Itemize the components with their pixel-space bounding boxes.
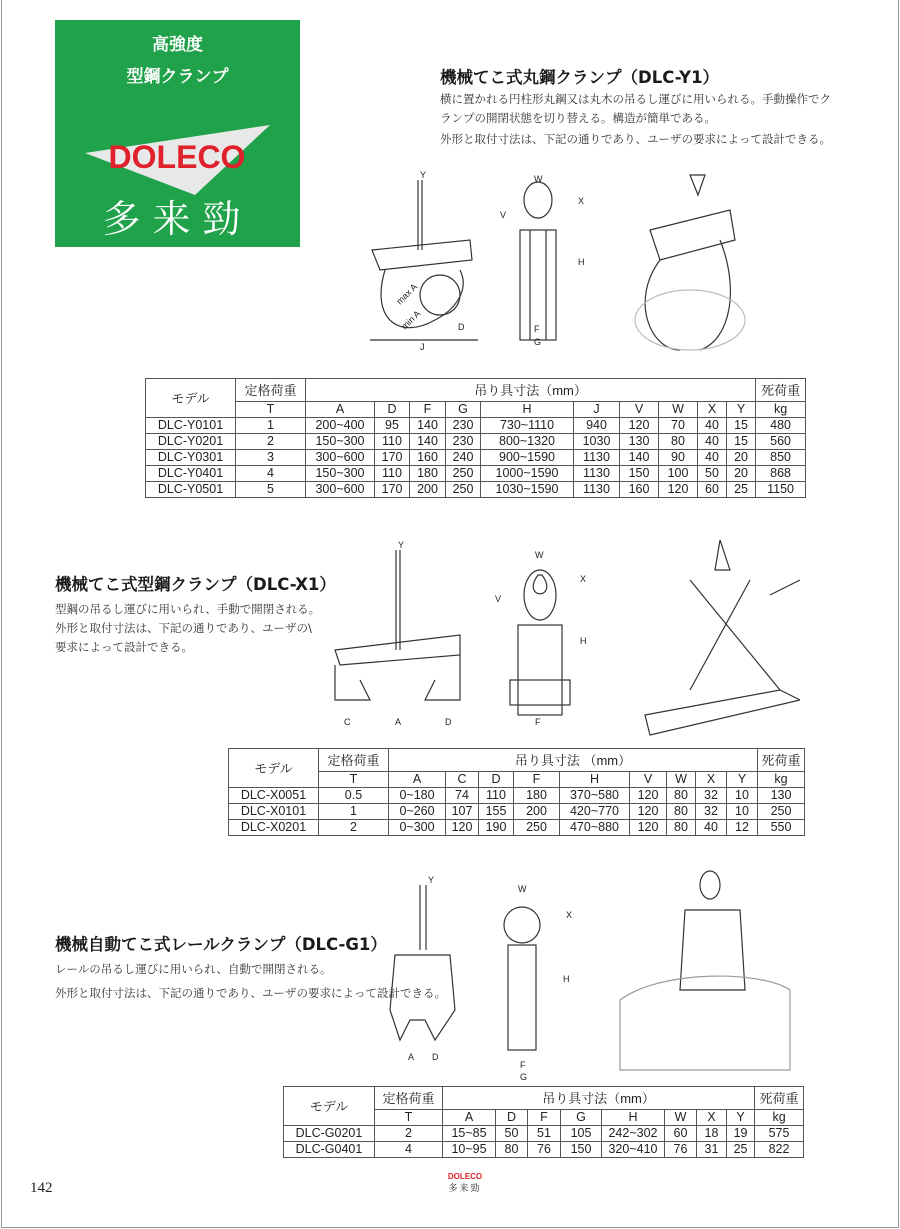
value-cell: 51 bbox=[528, 1126, 561, 1142]
value-cell: 3 bbox=[236, 450, 306, 466]
value-cell: 95 bbox=[375, 418, 410, 434]
value-cell: 320~410 bbox=[602, 1142, 665, 1158]
value-cell: 1130 bbox=[574, 482, 620, 498]
model-cell: DLC-G0401 bbox=[284, 1142, 375, 1158]
value-cell: 90 bbox=[659, 450, 698, 466]
value-cell: 160 bbox=[410, 450, 446, 466]
value-cell: 420~770 bbox=[560, 804, 630, 820]
value-cell: 868 bbox=[756, 466, 806, 482]
model-cell: DLC-G0201 bbox=[284, 1126, 375, 1142]
value-cell: 4 bbox=[236, 466, 306, 482]
header-row bbox=[229, 749, 805, 772]
value-cell: 40 bbox=[698, 418, 727, 434]
svg-text:W: W bbox=[534, 174, 543, 184]
value-cell: 140 bbox=[410, 418, 446, 434]
header-model: モデル bbox=[229, 749, 319, 788]
svg-text:D: D bbox=[432, 1052, 439, 1062]
table-row bbox=[229, 804, 805, 820]
value-cell: 20 bbox=[727, 466, 756, 482]
header-cell: W bbox=[659, 402, 698, 418]
value-cell: 18 bbox=[697, 1126, 727, 1142]
model-cell: DLC-X0201 bbox=[229, 820, 319, 836]
value-cell: 120 bbox=[630, 804, 667, 820]
header-dimensions: 吊り具寸法（mm） bbox=[443, 1087, 755, 1110]
value-cell: 130 bbox=[620, 434, 659, 450]
value-cell: 2 bbox=[375, 1126, 443, 1142]
value-cell: 76 bbox=[528, 1142, 561, 1158]
header-cell: H bbox=[481, 402, 574, 418]
desc-line: 外形と取付寸法は、下記の通りであり、ユーザの要求によって設計できる。 bbox=[440, 132, 831, 146]
value-cell: 74 bbox=[446, 788, 479, 804]
model-cell: DLC-Y0201 bbox=[146, 434, 236, 450]
value-cell: 150 bbox=[620, 466, 659, 482]
header-cell: G bbox=[561, 1110, 602, 1126]
value-cell: 550 bbox=[758, 820, 805, 836]
header-weight: 死荷重 bbox=[758, 749, 805, 772]
header-weight: 死荷重 bbox=[755, 1087, 804, 1110]
svg-text:Y: Y bbox=[428, 875, 435, 885]
value-cell: 40 bbox=[698, 450, 727, 466]
value-cell: 155 bbox=[479, 804, 514, 820]
value-cell: 470~880 bbox=[560, 820, 630, 836]
svg-text:X: X bbox=[580, 574, 587, 584]
value-cell: 15 bbox=[727, 434, 756, 450]
header-model: モデル bbox=[284, 1087, 375, 1126]
header-cell: kg bbox=[758, 772, 805, 788]
value-cell: 250 bbox=[446, 466, 481, 482]
value-cell: 1030~1590 bbox=[481, 482, 574, 498]
value-cell: 60 bbox=[698, 482, 727, 498]
header-cell: D bbox=[479, 772, 514, 788]
value-cell: 4 bbox=[375, 1142, 443, 1158]
svg-text:W: W bbox=[535, 550, 544, 560]
value-cell: 15~85 bbox=[443, 1126, 496, 1142]
svg-text:D: D bbox=[458, 322, 465, 332]
table-row bbox=[229, 820, 805, 836]
table-row bbox=[146, 418, 806, 434]
header-cell: D bbox=[496, 1110, 528, 1126]
section-title-dlc-y1: 機械てこ式丸鋼クランプ（DLC-Y1） bbox=[440, 68, 720, 87]
value-cell: 120 bbox=[630, 820, 667, 836]
desc-line: ランプの開閉状態を切り替える。構造が簡単である。 bbox=[440, 111, 716, 125]
value-cell: 250 bbox=[758, 804, 805, 820]
value-cell: 80 bbox=[659, 434, 698, 450]
svg-text:W: W bbox=[518, 884, 527, 894]
table-row bbox=[146, 482, 806, 498]
value-cell: 1 bbox=[236, 418, 306, 434]
value-cell: 230 bbox=[446, 418, 481, 434]
svg-text:Y: Y bbox=[420, 170, 427, 180]
value-cell: 100 bbox=[659, 466, 698, 482]
value-cell: 120 bbox=[446, 820, 479, 836]
value-cell: 80 bbox=[667, 820, 696, 836]
value-cell: 0~260 bbox=[389, 804, 446, 820]
header-cell: W bbox=[665, 1110, 697, 1126]
value-cell: 25 bbox=[727, 1142, 755, 1158]
value-cell: 2 bbox=[319, 820, 389, 836]
value-cell: 60 bbox=[665, 1126, 697, 1142]
value-cell: 50 bbox=[698, 466, 727, 482]
header-cell: H bbox=[560, 772, 630, 788]
category-subheading: 型鋼クランプ bbox=[126, 67, 229, 87]
value-cell: 2 bbox=[236, 434, 306, 450]
dlc-x1-drawings bbox=[330, 540, 800, 745]
value-cell: 240 bbox=[446, 450, 481, 466]
section-title-dlc-g1: 機械自動てこ式レールクランプ（DLC-G1） bbox=[55, 935, 387, 954]
header-row bbox=[146, 379, 806, 402]
section-desc-dlc-y1 bbox=[440, 90, 831, 149]
value-cell: 130 bbox=[758, 788, 805, 804]
doleco-logo bbox=[85, 125, 275, 195]
value-cell: 76 bbox=[665, 1142, 697, 1158]
value-cell: 230 bbox=[446, 434, 481, 450]
table-row bbox=[229, 788, 805, 804]
header-rated-load: 定格荷重 bbox=[319, 749, 389, 772]
value-cell: 200~400 bbox=[306, 418, 375, 434]
value-cell: 250 bbox=[514, 820, 560, 836]
svg-text:DOLECO: DOLECO bbox=[108, 139, 246, 175]
value-cell: 200 bbox=[410, 482, 446, 498]
page-number: 142 bbox=[30, 1180, 53, 1196]
header-dimensions: 吊り具寸法（mm） bbox=[306, 379, 756, 402]
header-cell: A bbox=[389, 772, 446, 788]
header-cell: X bbox=[696, 772, 727, 788]
desc-line: 型鋼の吊るし運びに用いられ、手動で開閉される。 bbox=[55, 602, 321, 616]
svg-text:G: G bbox=[534, 337, 542, 347]
value-cell: 12 bbox=[727, 820, 758, 836]
desc-line: レールの吊るし運びに用いられ、自動で開閉される。 bbox=[55, 962, 332, 976]
header-cell: C bbox=[446, 772, 479, 788]
value-cell: 40 bbox=[698, 434, 727, 450]
desc-line: 要求によって設計できる。 bbox=[55, 640, 193, 654]
value-cell: 170 bbox=[375, 450, 410, 466]
value-cell: 190 bbox=[479, 820, 514, 836]
value-cell: 105 bbox=[561, 1126, 602, 1142]
value-cell: 170 bbox=[375, 482, 410, 498]
value-cell: 10 bbox=[727, 788, 758, 804]
value-cell: 1130 bbox=[574, 450, 620, 466]
value-cell: 200 bbox=[514, 804, 560, 820]
value-cell: 822 bbox=[755, 1142, 804, 1158]
section-title-dlc-x1: 機械てこ式型鋼クランプ（DLC-X1） bbox=[55, 575, 336, 594]
value-cell: 180 bbox=[410, 466, 446, 482]
value-cell: 1030 bbox=[574, 434, 620, 450]
brand-panel bbox=[55, 20, 300, 247]
value-cell: 850 bbox=[756, 450, 806, 466]
value-cell: 300~600 bbox=[306, 450, 375, 466]
value-cell: 110 bbox=[375, 434, 410, 450]
value-cell: 0~300 bbox=[389, 820, 446, 836]
header-row bbox=[284, 1087, 804, 1110]
model-cell: DLC-Y0501 bbox=[146, 482, 236, 498]
model-cell: DLC-Y0401 bbox=[146, 466, 236, 482]
header-cell: kg bbox=[756, 402, 806, 418]
header-units-row bbox=[146, 402, 806, 418]
svg-text:X: X bbox=[566, 910, 573, 920]
model-cell: DLC-Y0101 bbox=[146, 418, 236, 434]
value-cell: 120 bbox=[620, 418, 659, 434]
table-row bbox=[146, 450, 806, 466]
svg-text:J: J bbox=[420, 342, 425, 352]
spec-table-dlc-g1 bbox=[283, 1086, 804, 1158]
header-cell: X bbox=[697, 1110, 727, 1126]
footer-logo bbox=[440, 1172, 490, 1194]
model-cell: DLC-X0101 bbox=[229, 804, 319, 820]
value-cell: 120 bbox=[630, 788, 667, 804]
header-cell: G bbox=[446, 402, 481, 418]
header-cell: A bbox=[443, 1110, 496, 1126]
category-heading: 高強度 bbox=[152, 35, 203, 55]
svg-text:A: A bbox=[408, 1052, 415, 1062]
value-cell: 480 bbox=[756, 418, 806, 434]
value-cell: 150~300 bbox=[306, 466, 375, 482]
value-cell: 150 bbox=[561, 1142, 602, 1158]
value-cell: 730~1110 bbox=[481, 418, 574, 434]
header-cell: T bbox=[319, 772, 389, 788]
header-rated-load: 定格荷重 bbox=[236, 379, 306, 402]
value-cell: 19 bbox=[727, 1126, 755, 1142]
value-cell: 575 bbox=[755, 1126, 804, 1142]
header-cell: kg bbox=[755, 1110, 804, 1126]
table-row bbox=[284, 1142, 804, 1158]
header-cell: F bbox=[514, 772, 560, 788]
value-cell: 0~180 bbox=[389, 788, 446, 804]
value-cell: 80 bbox=[496, 1142, 528, 1158]
model-cell: DLC-X0051 bbox=[229, 788, 319, 804]
value-cell: 120 bbox=[659, 482, 698, 498]
section-desc-dlc-x1 bbox=[55, 600, 320, 657]
header-cell: F bbox=[410, 402, 446, 418]
svg-text:H: H bbox=[563, 974, 570, 984]
brand-chinese-name: 多来勁 bbox=[102, 197, 253, 241]
value-cell: 1000~1590 bbox=[481, 466, 574, 482]
value-cell: 150~300 bbox=[306, 434, 375, 450]
value-cell: 250 bbox=[446, 482, 481, 498]
value-cell: 32 bbox=[696, 804, 727, 820]
header-cell: D bbox=[375, 402, 410, 418]
value-cell: 242~302 bbox=[602, 1126, 665, 1142]
header-cell: X bbox=[698, 402, 727, 418]
footer-logo-text: DOLECO bbox=[447, 1172, 483, 1181]
header-cell: Y bbox=[727, 1110, 755, 1126]
header-weight: 死荷重 bbox=[756, 379, 806, 402]
header-cell: J bbox=[574, 402, 620, 418]
header-model: モデル bbox=[146, 379, 236, 418]
value-cell: 160 bbox=[620, 482, 659, 498]
value-cell: 40 bbox=[696, 820, 727, 836]
value-cell: 110 bbox=[479, 788, 514, 804]
svg-text:Y: Y bbox=[398, 540, 405, 550]
value-cell: 70 bbox=[659, 418, 698, 434]
value-cell: 180 bbox=[514, 788, 560, 804]
dlc-y1-drawings bbox=[360, 170, 760, 365]
header-cell: F bbox=[528, 1110, 561, 1126]
value-cell: 20 bbox=[727, 450, 756, 466]
value-cell: 140 bbox=[410, 434, 446, 450]
value-cell: 560 bbox=[756, 434, 806, 450]
spec-table-dlc-x1 bbox=[228, 748, 805, 836]
svg-text:min A: min A bbox=[399, 308, 423, 332]
value-cell: 10~95 bbox=[443, 1142, 496, 1158]
header-cell: H bbox=[602, 1110, 665, 1126]
table-row bbox=[146, 466, 806, 482]
header-cell: Y bbox=[727, 402, 756, 418]
value-cell: 900~1590 bbox=[481, 450, 574, 466]
value-cell: 25 bbox=[727, 482, 756, 498]
desc-line: 外形と取付寸法は、下記の通りであり、ユーザの\ bbox=[55, 621, 312, 635]
value-cell: 1 bbox=[319, 804, 389, 820]
svg-text:F: F bbox=[520, 1060, 526, 1070]
header-cell: T bbox=[375, 1110, 443, 1126]
desc-line: 外形と取付寸法は、下記の通りであり、ユーザの要求によって設計できる。 bbox=[55, 986, 446, 1000]
dlc-g1-drawings bbox=[380, 870, 800, 1080]
svg-text:D: D bbox=[445, 717, 452, 727]
value-cell: 1150 bbox=[756, 482, 806, 498]
model-cell: DLC-Y0301 bbox=[146, 450, 236, 466]
svg-text:max A: max A bbox=[394, 281, 420, 307]
value-cell: 80 bbox=[667, 788, 696, 804]
svg-text:H: H bbox=[580, 636, 587, 646]
svg-text:F: F bbox=[535, 717, 541, 727]
value-cell: 5 bbox=[236, 482, 306, 498]
value-cell: 0.5 bbox=[319, 788, 389, 804]
header-cell: Y bbox=[727, 772, 758, 788]
svg-text:G: G bbox=[520, 1072, 528, 1080]
value-cell: 140 bbox=[620, 450, 659, 466]
svg-text:C: C bbox=[344, 717, 351, 727]
header-dimensions: 吊り具寸法 （mm） bbox=[389, 749, 758, 772]
value-cell: 110 bbox=[375, 466, 410, 482]
desc-line: 横に置かれる円柱形丸鋼又は丸木の吊るし運びに用いられる。手動操作でク bbox=[440, 92, 831, 106]
header-cell: A bbox=[306, 402, 375, 418]
table-row bbox=[146, 434, 806, 450]
value-cell: 800~1320 bbox=[481, 434, 574, 450]
value-cell: 300~600 bbox=[306, 482, 375, 498]
value-cell: 370~580 bbox=[560, 788, 630, 804]
spec-table-dlc-y1 bbox=[145, 378, 806, 498]
svg-text:X: X bbox=[578, 196, 585, 206]
value-cell: 15 bbox=[727, 418, 756, 434]
value-cell: 940 bbox=[574, 418, 620, 434]
value-cell: 31 bbox=[697, 1142, 727, 1158]
header-cell: V bbox=[620, 402, 659, 418]
header-rated-load: 定格荷重 bbox=[375, 1087, 443, 1110]
value-cell: 107 bbox=[446, 804, 479, 820]
header-cell: W bbox=[667, 772, 696, 788]
svg-text:V: V bbox=[500, 210, 507, 220]
svg-text:F: F bbox=[534, 324, 540, 334]
header-cell: T bbox=[236, 402, 306, 418]
footer-logo-cn: 多来勁 bbox=[448, 1184, 482, 1194]
svg-text:A: A bbox=[395, 717, 402, 727]
value-cell: 50 bbox=[496, 1126, 528, 1142]
svg-text:V: V bbox=[495, 594, 502, 604]
header-cell: V bbox=[630, 772, 667, 788]
value-cell: 10 bbox=[727, 804, 758, 820]
value-cell: 80 bbox=[667, 804, 696, 820]
value-cell: 32 bbox=[696, 788, 727, 804]
svg-text:H: H bbox=[578, 257, 585, 267]
value-cell: 1130 bbox=[574, 466, 620, 482]
table-row bbox=[284, 1126, 804, 1142]
